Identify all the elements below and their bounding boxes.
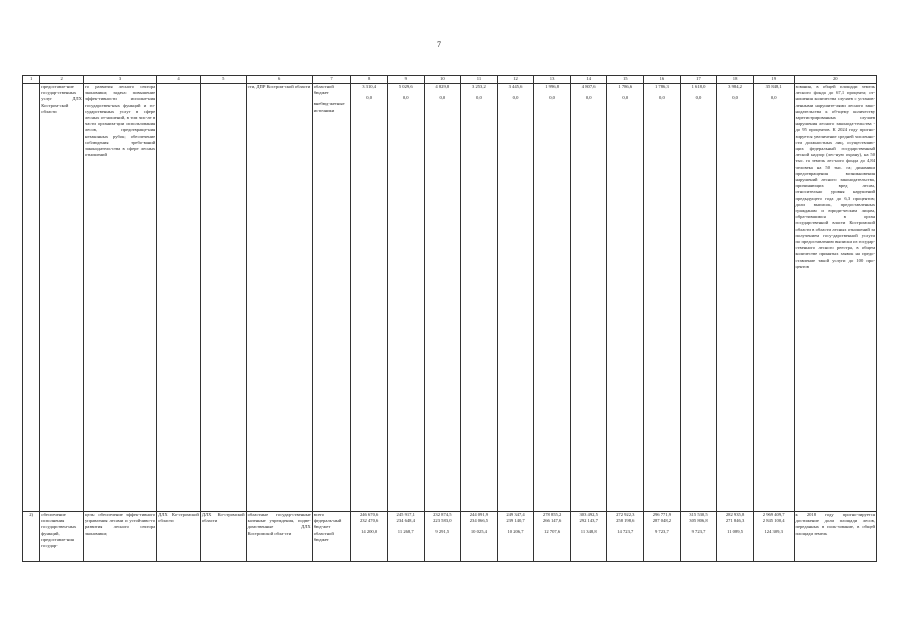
col-num: 19 xyxy=(753,76,794,84)
amount: 3 253,2 xyxy=(472,84,486,89)
amount: 0,0 xyxy=(366,95,372,101)
amount: 0,0 xyxy=(732,95,738,101)
participants-text: областные государ-ственные казенные учреждения, подве-домственные ДЛХ Костромской обла-сти xyxy=(246,512,312,562)
amount: 0,0 xyxy=(549,95,555,101)
table-row-item-1 xyxy=(23,84,877,512)
amount: 1 786,3 xyxy=(654,84,669,89)
source-cell xyxy=(312,512,351,562)
amount: 3 984,2 xyxy=(728,84,742,89)
amount: 246 670,6 xyxy=(359,512,379,517)
amount: 0,0 xyxy=(622,95,629,101)
amount: 296 771,9 xyxy=(652,512,672,517)
financing-table xyxy=(22,75,877,562)
amount: 232 874,5 xyxy=(433,512,452,517)
source-label: федераль-ный бюд-жет xyxy=(313,518,342,530)
amount: 315 530,5 xyxy=(689,512,708,517)
measure-name: обеспечение исполнения государствен-ных функций, предоставле-ния государ- xyxy=(40,512,84,562)
amount: 272 922,3 xyxy=(616,512,635,517)
source-label: внебюд-жетные источники xyxy=(313,101,345,113)
source-label: областной бюджет xyxy=(313,530,334,542)
amount: 9 723,7 xyxy=(654,529,669,535)
amount: 1 786,6 xyxy=(618,84,633,89)
item-number: 2) xyxy=(23,512,40,562)
amount: 287 048,2 xyxy=(652,518,672,524)
col-num: 9 xyxy=(387,76,424,84)
amount: 0,0 xyxy=(695,95,702,101)
col-num: 11 xyxy=(461,76,498,84)
amount: 14 723,7 xyxy=(617,529,634,535)
amount: 234 066,5 xyxy=(469,518,489,524)
amount: 4 829,8 xyxy=(435,84,450,89)
col-num: 2 xyxy=(40,76,84,84)
amount: 303 492,5 xyxy=(579,512,598,517)
amount: 271 846,3 xyxy=(725,518,745,524)
amount: 244 091,9 xyxy=(469,512,489,517)
col-num: 14 xyxy=(570,76,607,84)
col-num: 12 xyxy=(497,76,534,84)
amount-total: 35 848,1 xyxy=(765,84,782,89)
goal-text: цель: обеспечение эффек-тивного управления лесами и устойчиво-го развития лесного сектора экономики; xyxy=(83,512,156,562)
expected-results: зования, в общей площади земель лесного фонда до 67,1 процента; от-ношения количества случаев с установ-ленными нарушите-лями лесного зако-нодательства к об-щему количеству зарегистрированных случаев нарушения лесного законода-тельства - до 95 процентов. К 2024 году прогно-зируется увеличение средней численно-сти должностных лиц, осуществляю-щих федеральный государственный лесной надзор (лес-ную охрану), на 50 тыс. га земель лес-ного фонда до 4,84 человека на 50 тыс. га; динамики предотвращения возникновения нарушений лесного законодательства, причиняющих вред лесам, относительно уровня нарушений предыдущего года до 6,3 процентов; доли выписок, предоставленных гражданам и юриди-ческим лицам, обра-тившимся в орган государственной власти Костромской области в области лесных отношений за получением госу-дарственной услуги по предоставлению выписки из государ-ственного лесного реестра, в общем количестве принятых заявок на предо-ставление такой услуги до 100 про-центов xyxy=(794,84,876,512)
amount: 0,0 xyxy=(476,95,482,101)
amount: 9 723,7 xyxy=(691,529,706,535)
amount-total: 2 969 409,7 xyxy=(762,512,785,517)
measure-name: предоставле-ние государ-ственных услуг ДЛХ Костром-ской области xyxy=(40,84,84,512)
amount: 3 445,6 xyxy=(508,84,523,89)
amount-total: 124 309,3 xyxy=(764,529,783,535)
table-row-item-2 xyxy=(23,512,877,562)
co-executor: ДЛХ Ко-стромской области xyxy=(200,512,246,562)
amount: 10 206,7 xyxy=(507,529,524,535)
amount: 0,0 xyxy=(659,95,665,101)
column-number-row xyxy=(23,76,877,84)
col-num: 20 xyxy=(794,76,876,84)
executor-text: сти, ДПР Костром-ской области xyxy=(246,84,312,512)
amount: 292 143,7 xyxy=(579,518,598,524)
amount: 282 935,8 xyxy=(725,512,745,517)
amount: 11 089,5 xyxy=(727,529,744,535)
amount: 11 348,8 xyxy=(580,529,597,535)
col-num: 8 xyxy=(351,76,388,84)
amount: 239 140,7 xyxy=(506,518,525,524)
amount: 14 200,0 xyxy=(361,529,378,535)
amount: 234 648,4 xyxy=(396,518,415,524)
amount: 245 917,1 xyxy=(396,512,415,517)
source-cell xyxy=(312,84,351,512)
col-num: 5 xyxy=(200,76,246,84)
expected-results: к 2018 году прогно-зируется достижение доли площади лесов, переданных в поль-зование, в общей площади земель xyxy=(794,512,876,562)
col-num: 17 xyxy=(680,76,717,84)
amount: 11 268,7 xyxy=(397,529,414,535)
amount-total: 0,0 xyxy=(770,95,777,101)
col-num: 15 xyxy=(607,76,644,84)
col-num: 3 xyxy=(83,76,156,84)
amount: 5 029,6 xyxy=(398,84,413,89)
responsible-executor: ДЛХ Ко-стромской области xyxy=(157,512,201,562)
col-num: 1 xyxy=(23,76,40,84)
amount: 10 025,4 xyxy=(470,529,487,535)
amount: 305 806,8 xyxy=(689,518,708,524)
amount: 0,0 xyxy=(585,95,592,101)
amount-total: 2 845 100,4 xyxy=(762,518,785,524)
amount: 266 147,6 xyxy=(542,518,562,524)
amount: 4 807,6 xyxy=(581,84,596,89)
col-num: 13 xyxy=(534,76,571,84)
amount: 0,0 xyxy=(512,95,519,101)
source-label: областной бюджет xyxy=(313,84,334,96)
amount: 223 583,0 xyxy=(433,518,452,524)
amount: 9 291,5 xyxy=(435,529,450,535)
goal-text: го развития лесного сектора экономики; задача: повышение эффек-тивности исполне-ния государствен-ных функций и го-сударственных услуг в сфере лесных от-ношений, в том чис-ле в части организа-ции использования лесов, предотвраще-ния незаконных рубок; обеспечение соблюдения требо-ваний законодатель-ства в сфере лесных отношений xyxy=(83,84,156,512)
amount: 1 996,8 xyxy=(545,84,559,89)
amount: 3 310,4 xyxy=(362,84,377,89)
amount: 1 618,0 xyxy=(691,84,706,89)
amount: 12 707,6 xyxy=(544,529,561,535)
source-label: всего xyxy=(313,512,325,517)
col-num: 10 xyxy=(424,76,461,84)
col-num: 7 xyxy=(312,76,351,84)
amount: 0,0 xyxy=(439,95,446,101)
amount: 278 855,2 xyxy=(542,512,562,517)
col-num: 18 xyxy=(717,76,754,84)
page-number: 7 xyxy=(437,40,441,49)
amount: 0,0 xyxy=(402,95,409,101)
amount: 249 347,4 xyxy=(506,512,525,517)
col-num: 6 xyxy=(246,76,312,84)
col-num: 16 xyxy=(644,76,681,84)
amount: 258 198,6 xyxy=(616,518,635,524)
col-num: 4 xyxy=(157,76,201,84)
amount: 232 470,6 xyxy=(359,518,379,524)
